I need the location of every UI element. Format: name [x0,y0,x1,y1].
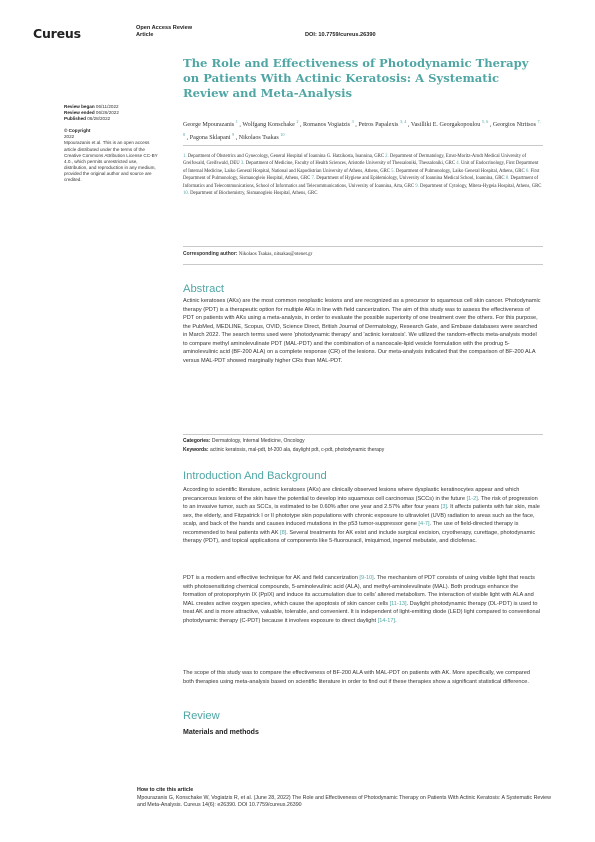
author-affiliation-number: 5, 6 [481,119,489,124]
methods-subheading: Materials and methods [183,729,259,736]
author-affiliation-number: 3 [351,119,354,124]
affiliation-number: 2. [385,154,390,159]
paragraph-text: . [395,617,397,624]
author-name: Georgios Ntritsos [492,122,538,129]
paragraph-text: . The use of field-directed therapy is recommended to heal patients with AK [183,521,519,536]
affiliation-number: 8. [505,176,511,182]
affiliation-text: Department of Cytology, Mitera-Hygeia Hospital, Athens, GRC [420,183,542,189]
corresponding-contact[interactable]: Nikolaos Tsakas, nitsakas@otenet.gr [238,252,313,257]
license-text: Mpourazanis et al. This is an open access article distributed under the terms of the Creative Commons Attribution License CC-BY 4.0., which permits unrestricted use, distribution, and reproduction in any medium, provided the original author and source are credited. [64,140,158,183]
citation-link[interactable]: [4-7] [418,521,430,527]
affiliation-text: Department of Medicine, Faculty of Health Sciences, Aristotle University of Thessaloniki, Thessaloniki, GRC [245,161,457,167]
author-name: Vasilliki E. Georgakopoulou [410,122,482,129]
affiliation-text: Department of Informatics and Telecommunications, School of Informatics and Telecommunications, University of Ioannina, Arta, GRC [183,176,539,189]
copyright-year: 2022 [64,134,75,140]
article-title: The Role and Effectiveness of Photodynamic Therapy on Patients With Actinic Keratosis: A Systematic Review and Meta-Analysis [183,56,529,100]
cite-text: Mpourazanis G, Konschake W, Vogiatzis R, et al. (June 28, 2022) The Role and Effectiveness of Photodynamic Therapy on Patients With Actinic Keratosis: A Systematic Review and Meta-Analysis. Cureus 14(6): e26390. DOI 10.7759/cureus.26390 [137,794,551,809]
affiliation-text: First Department of Pulmonology, Sismanogleio Hospital, Athens, GRC [183,168,540,182]
cite-label: How to cite this article [137,787,194,793]
intro-heading: Introduction And Background [183,470,327,482]
keywords: Keywords: actinic keratosis, mal-pdt, bf-200 ala, daylight pdt, c-pdt, photodynamic therapy [183,447,385,453]
doi[interactable]: DOI: 10.7759/cureus.26390 [305,32,376,38]
paragraph-text: PDT is a modern and effective technique for AK and field cancerization [183,575,360,581]
intro-paragraph-3: The scope of this study was to compare the effectiveness of BF-200 ALA with MAL-PDT on patients with AK. More specifically, we compared both therapies using meta-analysis based on scientific literature in order to find out if these therapies show a significant statistical difference. [183,670,530,685]
citation-link[interactable]: [14-17] [377,617,396,624]
citation-link[interactable]: [9-10] [359,575,374,581]
citation-link[interactable]: [8] [280,529,287,536]
article-label: Article [136,32,154,38]
author-list: George Mpourazanis $^1$ , Wolfgang Konschake $^2$ , Romanos Vogiatzis $^3$ , Petros Papalexis $^{3, 4}$ , Vasilliki E. Georgakopoulou $^{5, 6}$ , Georgios Ntritsos $^{7, 8}$ , Pagona Sklapani $^9$ , Nikolaos Tsakas $^{10}$ [183,119,541,142]
affiliation-text: Department of Pulmonology, Laiko General Hospital, Athens, GRC [395,168,526,174]
paragraph-text: . It affects patients with fair skin, male sex, the elderly, and Fitzpatrick I or II phototype skin populations with chronic exposure to ultraviolet (UVB) radiation to areas such as the face, scalp, and back of the hands and causes induced mutations in the p53 tumor-suppressor gene [183,504,540,527]
affiliation-text: Unit of Endocrinology, First Department of Internal Medicine, Laiko General Hospital, National and Kapodistrian University of Athens, Athens, GRC [183,161,539,174]
corresponding-author: Corresponding author: Nikolaos Tsakas, nitsakas@otenet.gr [183,251,313,257]
affiliations [183,153,543,197]
divider [183,434,543,435]
paragraph-text: . Several treatments for AK exist and include surgical excision, cryotherapy, curettage, photodynamic therapy (PDT), and topical applications of components like 5-fluorouracil, imiquimod, ingenol mebutate, and diclofenac. [183,529,536,544]
paragraph-text: According to scientific literature, actinic keratoses (AKs) are clinically observed lesions where dysplastic keratinocytes appear and which precancerous lesions of the skin have the potential to develop into squamous cell carcinomas (SCCs) in the future [183,487,520,502]
affiliation-text: Department of Obstetrics and Gynecology, General Hospital of Ioannina G. Hatzikosta, Ioannina, GRC [187,154,386,159]
journal-logo: Cureus [33,26,81,41]
author-name: Nikolaos Tsakas [238,135,281,142]
author-name: Petros Papalexis [358,122,400,129]
affiliation-number: 9. [415,183,421,189]
paragraph-text: . Daylight photodynamic therapy (DL-PDT) is used to treat AK and is more attractive, valuable, tolerable, and convenient. It is independent of light-emitting diode (LED) light compared to conventional photodynamic therapy (C-PDT) because it involves exposure to direct daylight [183,600,540,624]
citation-link[interactable]: [3] [440,504,447,510]
intro-paragraph-1 [183,486,541,546]
affiliation-number: 5. [391,168,396,174]
affiliation-number: 1. [183,154,188,159]
publication-sidebar [64,104,160,183]
affiliation-number: 7. [311,176,317,182]
categories: Categories: Dermatology, Internal Medicine, Oncology [183,438,305,444]
affiliation-text: Department of Hygiene and Epidemiology, University of Ioannina Medical School, Ioannina, GRC [316,176,506,182]
citation-footer [137,787,557,810]
paragraph-text: . The mechanism of PDT consists of using visible light that reacts with photosensitizing chemical compounds, 5-aminolevulinic acid (ALA), and methyl-aminolevulinate (MAL). Both prodrugs enhance the formation of protoporphyrin IX (PpIX) and induce its accumulation due to cells' altered metabolism. The interaction of visible light with ALA and MAL creates active oxygen species, which cause the apoptosis of skin cancer cells [183,575,535,607]
affiliation-number: 10. [183,191,191,197]
abstract-heading: Abstract [183,283,225,295]
author-affiliation-number: 2 [296,119,299,124]
author-name: Wolfgang Konschake [242,122,297,129]
author-affiliation-number: 3, 4 [399,119,407,124]
author-affiliation-number: 7, 8 [183,119,541,138]
author-name: George Mpourazanis [183,122,236,129]
author-name: Romanos Vogiatzis [303,122,352,129]
affiliation-text: Department of Dermatology, Ernst-Moritz-Arndt Medical University of Greifswald, Greifswald, DEU [183,154,527,167]
paragraph-text: . The risk of progression to an invasive tumor, such as SCCs, is estimated to be 0.60% after one year and 2.57% after four years [183,495,538,510]
author-name: Pagona Sklapani [189,135,233,142]
affiliation-text: Department of Biochemistry, Sismanogleio Hospital, Athens, GRC [190,191,318,197]
affiliation-number: 6. [525,168,531,174]
affiliation-number: 3. [240,161,246,167]
affiliation-number: 4. [456,161,461,167]
author-affiliation-number: 9 [232,132,235,138]
divider [183,246,543,247]
citation-link[interactable]: [1-2] [466,495,478,502]
divider [183,145,543,146]
author-affiliation-number: 10 [280,132,285,138]
access-label: Open Access Review [136,25,193,31]
author-affiliation-number: 1 [235,119,238,124]
intro-paragraph-2 [183,574,541,625]
review-heading: Review [183,710,220,722]
review-began: Review began 06/11/2022 [64,104,119,109]
review-ended: Review ended 06/26/2022 [64,110,119,116]
copyright: © Copyright [64,128,91,134]
published-date: Published 06/28/2022 [64,116,111,122]
abstract-text: Actinic keratoses (AKs) are the most common neoplastic lesions and are recognized as a precursor to squamous cell skin cancer. Photodynamic therapy (PDT) is a therapeutic option for multiple AKs in line with field cancerization. The aim of this study was to assess the effectiveness of PDT on patients with AKs using a meta-analysis, in order to evaluate the possible superiority of one treatment over the others. For this purpose, the PubMed, MEDLINE, Scopus, OVID, Science Direct, British Journal of Dermatology, Research Gate, and Embase databases were searched in March 2022. The search terms used were 'photodynamic therapy' and 'actinic keratosis'. We utilized the random-effects meta-analysis model to compare methyl aminolevulinate PDT (MAL-PDT) and the combination of a nanoscale-lipid vesicle formulation with the prodrug 5-aminolevulinic acid (BF-200 ALA) on a complete response (CR) of the lesions. Our meta-analysis indicated that the comparison of BF-200 ALA versus MAL-PDT showed marginally higher CRs than MAL-PDT. [183,298,541,364]
article-type [136,25,192,39]
citation-link[interactable]: [11-13] [389,600,407,607]
divider [183,264,543,265]
